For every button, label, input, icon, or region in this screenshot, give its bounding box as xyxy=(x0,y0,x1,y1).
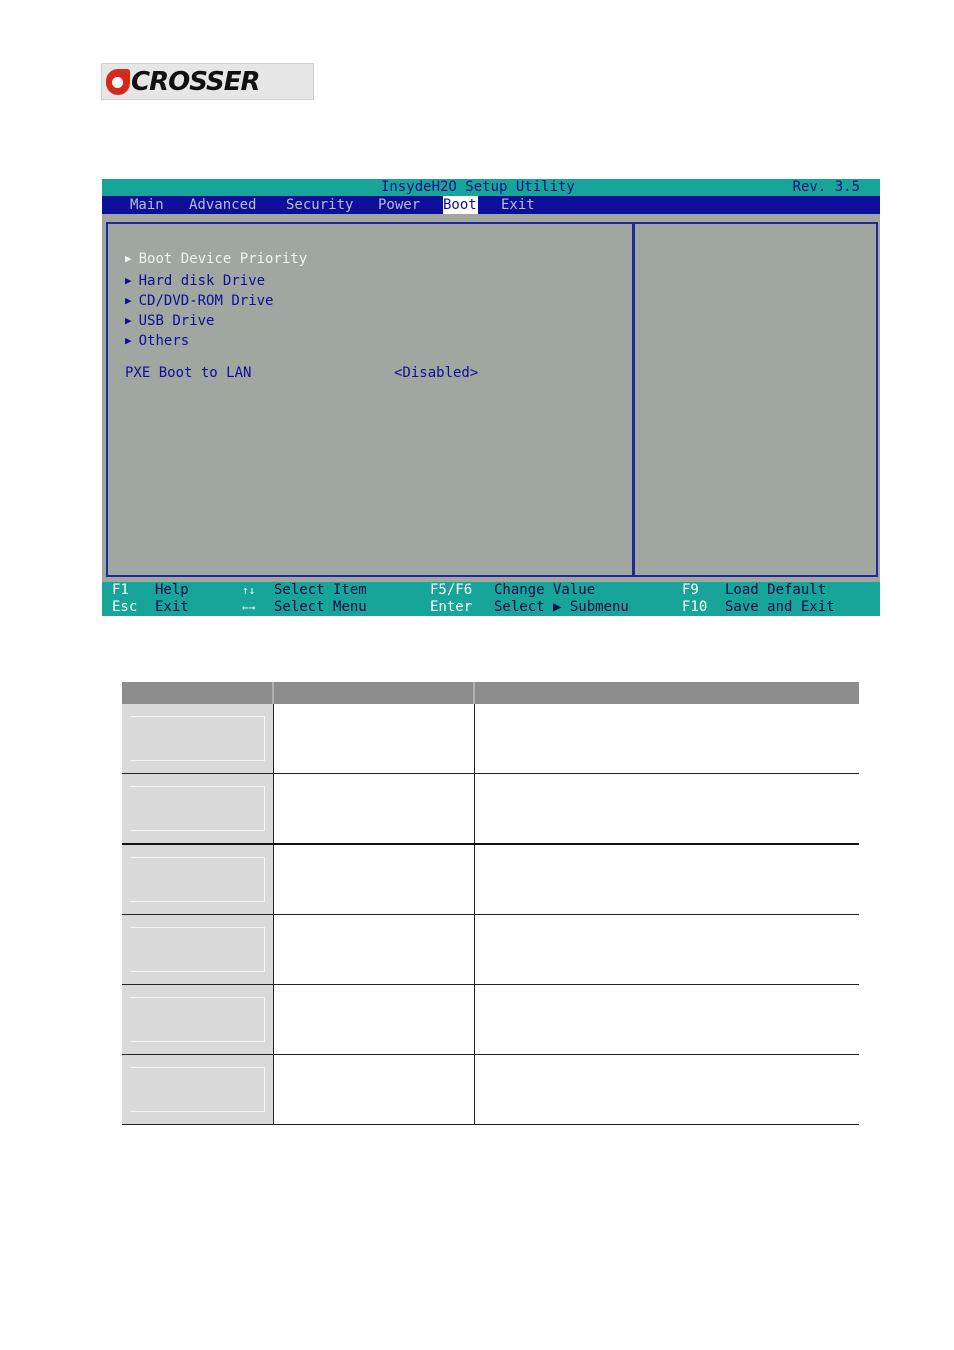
bios-status-bar xyxy=(102,582,880,616)
logo-text: CROSSER xyxy=(131,66,260,97)
tab-security[interactable]: Security xyxy=(286,197,354,213)
table-header-cell xyxy=(273,682,474,704)
bios-title-bar xyxy=(102,179,880,196)
key-enter-desc: Select ▶ Submenu xyxy=(494,599,629,615)
logo-a-icon xyxy=(106,69,130,95)
bios-setup-screen xyxy=(102,179,880,616)
table-cell xyxy=(122,1055,273,1125)
table-cell xyxy=(474,844,859,915)
table-cell xyxy=(474,915,859,985)
triangle-right-icon: ▶ xyxy=(125,294,132,307)
table-header-row xyxy=(122,682,859,704)
table-cell xyxy=(474,1055,859,1125)
table-cell xyxy=(122,915,273,985)
table-row xyxy=(122,844,859,915)
submenu-label: Others xyxy=(138,333,190,349)
key-enter: Enter xyxy=(430,599,473,615)
table-header-cell xyxy=(122,682,273,704)
table-cell xyxy=(122,774,273,845)
submenu-hard-disk-drive[interactable] xyxy=(125,273,265,289)
table-row xyxy=(122,704,859,774)
key-f1: F1 xyxy=(112,582,129,598)
table-cell xyxy=(474,704,859,774)
triangle-right-icon: ▶ xyxy=(125,334,132,347)
triangle-right-icon: ▶ xyxy=(125,274,132,287)
table-cell xyxy=(474,774,859,845)
key-f10-desc: Save and Exit xyxy=(725,599,835,615)
table-cell xyxy=(273,985,474,1055)
key-esc: Esc xyxy=(112,599,138,615)
table-cell xyxy=(273,915,474,985)
table-cell xyxy=(474,985,859,1055)
table-cell xyxy=(273,704,474,774)
table-header-cell xyxy=(474,682,859,704)
key-f1-desc: Help xyxy=(155,582,189,598)
submenu-label: Hard disk Drive xyxy=(138,273,266,289)
submenu-label: USB Drive xyxy=(138,313,215,329)
table-row xyxy=(122,774,859,845)
left-right-arrows-icon: ←→ xyxy=(242,601,256,614)
acrosser-logo xyxy=(101,63,314,100)
bios-main-panel xyxy=(106,222,635,577)
table-cell xyxy=(122,985,273,1055)
submenu-label: CD/DVD-ROM Drive xyxy=(138,293,274,309)
tab-main[interactable]: Main xyxy=(130,197,164,213)
table-cell xyxy=(122,844,273,915)
key-updown-desc: Select Item xyxy=(274,582,367,598)
tab-boot[interactable]: Boot xyxy=(443,197,477,213)
key-f5f6-desc: Change Value xyxy=(494,582,596,598)
bios-revision: Rev. 3.5 xyxy=(792,179,860,195)
bios-menu-bar xyxy=(102,196,880,214)
table-row xyxy=(122,985,859,1055)
tab-exit[interactable]: Exit xyxy=(501,197,535,213)
key-f5f6: F5/F6 xyxy=(430,582,473,598)
key-esc-desc: Exit xyxy=(155,599,189,615)
tab-power[interactable]: Power xyxy=(378,197,421,213)
key-leftright-desc: Select Menu xyxy=(274,599,367,615)
submenu-boot-device-priority[interactable] xyxy=(125,251,307,267)
tab-advanced[interactable]: Advanced xyxy=(189,197,257,213)
submenu-label: Boot Device Priority xyxy=(138,251,308,267)
table-cell xyxy=(122,704,273,774)
submenu-cd-dvd-rom-drive[interactable] xyxy=(125,293,273,309)
submenu-usb-drive[interactable] xyxy=(125,313,214,329)
key-f10: F10 xyxy=(682,599,708,615)
table-cell xyxy=(273,844,474,915)
bios-help-panel xyxy=(632,222,878,577)
boot-options-table xyxy=(122,682,859,1125)
table-cell xyxy=(273,1055,474,1125)
bios-title: InsydeH2O Setup Utility xyxy=(381,179,575,195)
key-f9: F9 xyxy=(682,582,699,598)
up-down-arrows-icon: ↑↓ xyxy=(242,584,256,597)
triangle-right-icon: ▶ xyxy=(125,314,132,327)
submenu-others[interactable] xyxy=(125,333,189,349)
table-cell xyxy=(273,774,474,845)
table-row xyxy=(122,1055,859,1125)
pxe-boot-label: PXE Boot to LAN xyxy=(125,365,252,381)
pxe-boot-value[interactable]: <Disabled> xyxy=(394,365,479,381)
triangle-right-icon: ▶ xyxy=(125,252,132,265)
table-row xyxy=(122,915,859,985)
key-f9-desc: Load Default xyxy=(725,582,827,598)
